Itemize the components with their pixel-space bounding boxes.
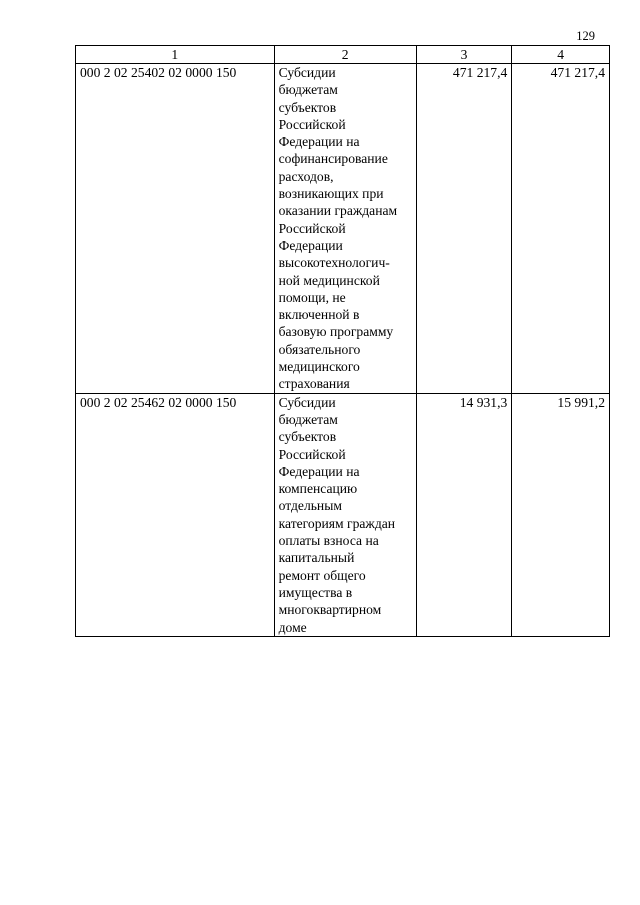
description-line: доме <box>278 619 307 635</box>
description-line: страхования <box>278 376 350 392</box>
column-header-4: 4 <box>512 46 610 64</box>
table-row <box>76 393 610 636</box>
description-line: возникающих при <box>278 186 384 202</box>
description-line: бюджетам <box>278 82 338 98</box>
description-line: капитальный <box>278 550 355 566</box>
description-line: расходов, <box>278 168 334 184</box>
description-line: категориям граждан <box>278 515 396 531</box>
value-col3-cell: 471 217,4 <box>416 64 512 394</box>
table-body <box>76 64 610 637</box>
description-line: компенсацию <box>278 481 358 497</box>
description-line: ремонт общего <box>278 567 366 583</box>
budget-code-cell: 000 2 02 25462 02 0000 150 <box>76 393 275 636</box>
description-line: Субсидии <box>278 394 336 410</box>
description-line: помощи, не <box>278 289 346 305</box>
budget-code-cell: 000 2 02 25402 02 0000 150 <box>76 64 275 394</box>
table-row <box>76 64 610 394</box>
value-col4-cell: 15 991,2 <box>512 393 610 636</box>
description-line: бюджетам <box>278 411 338 427</box>
description-line: субъектов <box>278 429 337 445</box>
description-line: высокотехнологич- <box>278 255 390 271</box>
column-header-3: 3 <box>416 46 512 64</box>
description-line: Российской <box>278 116 346 132</box>
description-line: включенной в <box>278 307 360 323</box>
budget-table <box>75 45 610 637</box>
description-line: Российской <box>278 220 346 236</box>
description-cell <box>274 64 416 394</box>
description-line: обязательного <box>278 341 361 357</box>
description-line: медицинского <box>278 359 360 375</box>
description-line: многоквартирном <box>278 602 382 618</box>
header-row <box>76 46 610 64</box>
description-line: оплаты взноса на <box>278 533 379 549</box>
description-line: субъектов <box>278 99 337 115</box>
description-line: Федерации на <box>278 463 360 479</box>
page-number: 129 <box>576 29 595 43</box>
column-header-1: 1 <box>76 46 275 64</box>
value-col3-cell: 14 931,3 <box>416 393 512 636</box>
description-line: Российской <box>278 446 346 462</box>
description-line: базовую программу <box>278 324 394 340</box>
table-header <box>76 46 610 64</box>
description-line: Федерации <box>278 237 343 253</box>
description-line: имущества в <box>278 584 353 600</box>
column-header-2: 2 <box>274 46 416 64</box>
description-line: отдельным <box>278 498 342 514</box>
description-line: оказании гражданам <box>278 203 398 219</box>
description-line: Федерации на <box>278 134 360 150</box>
description-line: ной медицинской <box>278 272 380 288</box>
description-line: Субсидии <box>278 65 336 80</box>
description-line: софинансирование <box>278 151 388 167</box>
description-cell <box>274 393 416 636</box>
value-col4-cell: 471 217,4 <box>512 64 610 394</box>
